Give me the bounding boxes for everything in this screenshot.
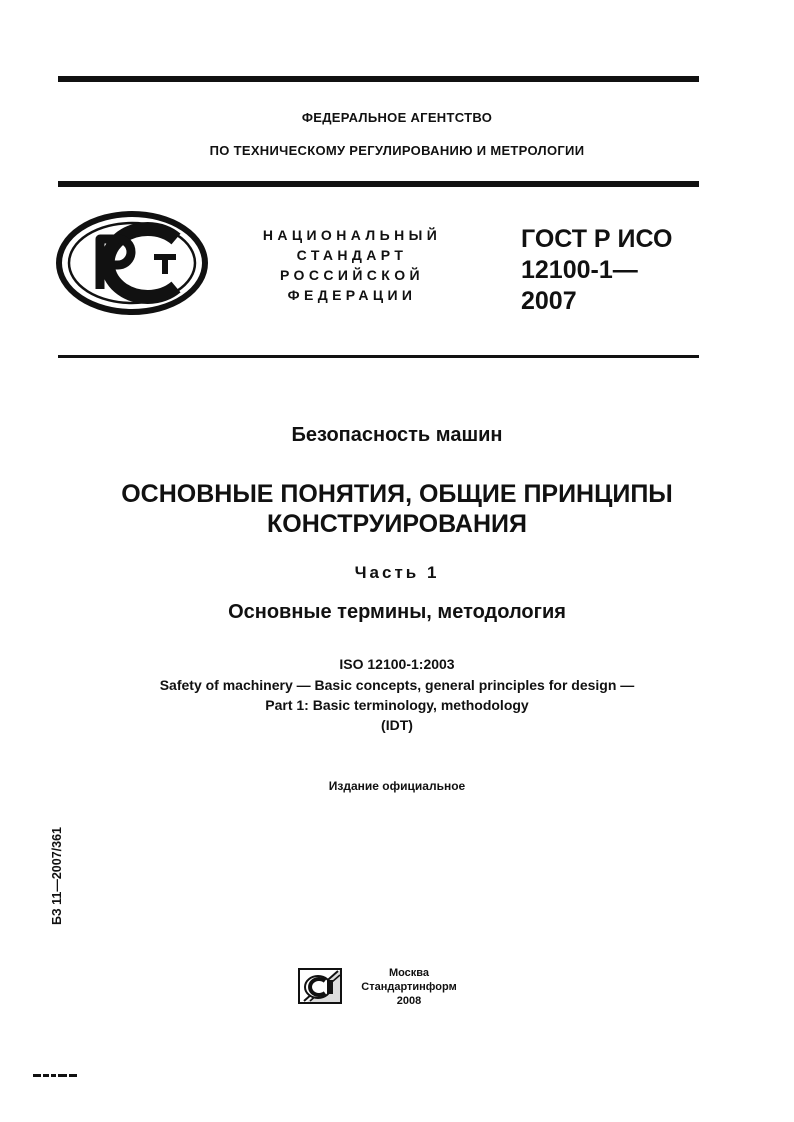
iso-title-line-1: Safety of machinery — Basic concepts, general principles for design — <box>159 677 635 693</box>
iso-title-line-2: Part 1: Basic terminology, methodology <box>265 697 529 713</box>
main-title-line-1: ОСНОВНЫЕ ПОНЯТИЯ, ОБЩИЕ ПРИНЦИПЫ <box>121 480 673 508</box>
designation-line: ГОСТ Р ИСО <box>521 225 673 253</box>
standard-designation <box>521 224 672 317</box>
top-rule <box>58 76 699 82</box>
standartinform-logo-icon <box>298 967 344 1005</box>
publisher-city: Москва <box>388 967 430 979</box>
iso-number: ISO 12100-1:2003 <box>339 656 455 672</box>
designation-line: 2007 <box>521 287 577 315</box>
publisher-year: 2008 <box>396 995 422 1007</box>
group-title: Безопасность машин <box>291 424 503 446</box>
part-title: Основные термины, методология <box>228 601 566 623</box>
national-standard-line: ФЕДЕРАЦИИ <box>287 287 417 303</box>
main-title-line-2: КОНСТРУИРОВАНИЯ <box>267 510 527 538</box>
side-code: БЗ 11—2007/361 <box>50 827 64 925</box>
agency-line-2: ПО ТЕХНИЧЕСКОМУ РЕГУЛИРОВАНИЮ И МЕТРОЛОГИИ <box>209 143 585 158</box>
header-bottom-rule <box>58 181 699 187</box>
national-standard-label <box>232 225 472 305</box>
national-standard-line: СТАНДАРТ <box>296 247 408 263</box>
standard-block-rule <box>58 355 699 358</box>
national-standard-line: РОССИЙСКОЙ <box>280 267 424 283</box>
print-mark <box>33 1074 78 1077</box>
designation-line: 12100-1— <box>521 256 638 284</box>
agency-line-1: ФЕДЕРАЛЬНОЕ АГЕНТСТВО <box>301 110 493 125</box>
national-standard-line: НАЦИОНАЛЬНЫЙ <box>262 227 442 243</box>
part-number: Часть 1 <box>354 563 440 582</box>
edition-label: Издание официальное <box>328 779 466 793</box>
publisher-name: Стандартинформ <box>361 981 457 993</box>
rst-certification-mark-icon <box>56 211 208 315</box>
iso-equivalence: (IDT) <box>381 717 413 733</box>
